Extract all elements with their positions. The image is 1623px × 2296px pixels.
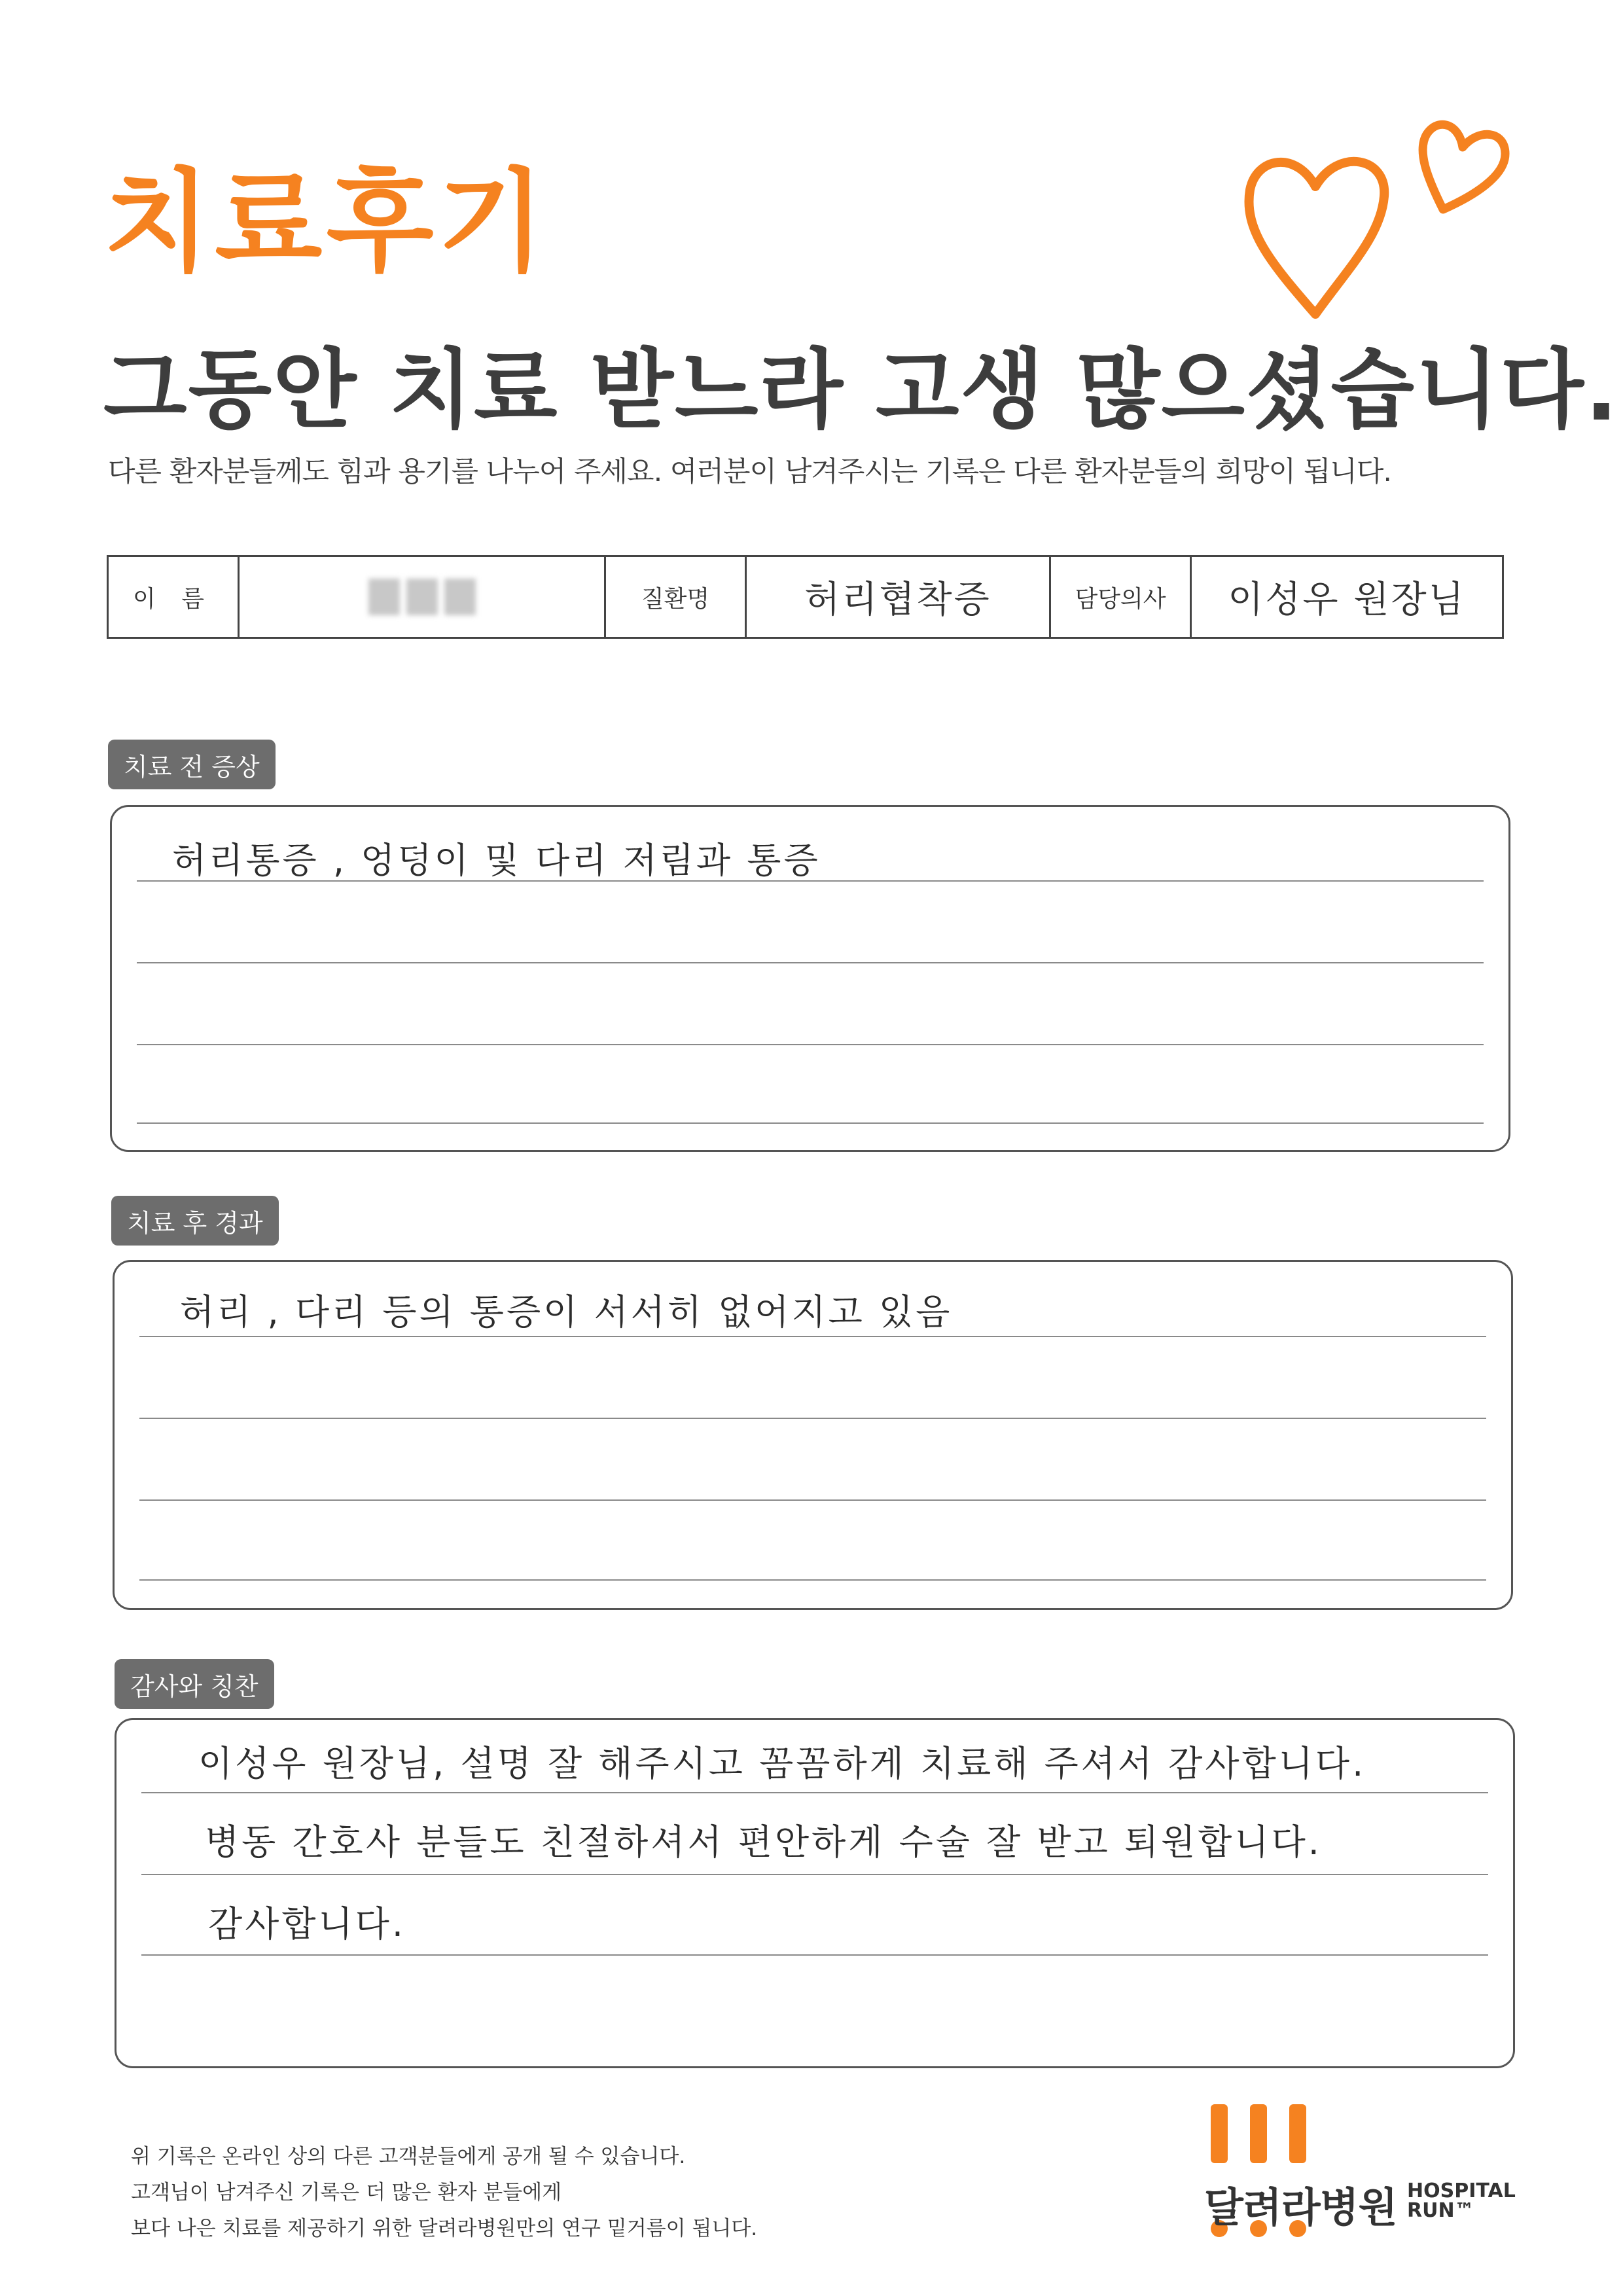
hearts-icon [1230, 98, 1544, 321]
ruled-line [137, 1044, 1484, 1045]
ruled-line [137, 1122, 1484, 1124]
hospital-logo [1204, 2098, 1518, 2242]
redacted-name-blur [368, 579, 476, 615]
footer-note-3: 보다 나은 치료를 제공하기 위한 달려라병원만의 연구 밑거름이 됩니다. [131, 2217, 758, 2240]
page-subtitle: 다른 환자분들께도 힘과 용기를 나누어 주세요. 여러분이 남겨주시는 기록은 다른 환자분들의 희망이 됩니다. [108, 456, 1392, 488]
logo-name: 달려라병원 [1204, 2183, 1397, 2231]
after-line-1: 허리 , 다리 등의 통증이 서서히 없어지고 있음 [180, 1291, 953, 1333]
ruled-line [139, 1499, 1486, 1501]
diagnosis-field[interactable]: 허리협착증 [747, 557, 1051, 637]
thanks-line-2: 병동 간호사 분들도 친절하셔서 편안하게 수술 잘 받고 퇴원합니다. [205, 1821, 1322, 1863]
after-treatment-box[interactable] [113, 1260, 1513, 1610]
thanks-tag: 감사와 칭찬 [115, 1659, 274, 1709]
ruled-line [141, 1954, 1488, 1956]
ruled-line [141, 1874, 1488, 1875]
after-treatment-tag: 치료 후 경과 [111, 1196, 279, 1246]
name-field-redacted[interactable] [240, 557, 606, 637]
ruled-line [141, 1792, 1488, 1793]
ruled-line [139, 1579, 1486, 1581]
before-line-1: 허리통증 , 엉덩이 및 다리 저림과 통증 [172, 840, 821, 881]
thanks-box[interactable] [115, 1718, 1515, 2068]
ruled-line [137, 962, 1484, 963]
before-treatment-box[interactable] [110, 805, 1510, 1152]
ruled-line [139, 1418, 1486, 1419]
ruled-line [139, 1336, 1486, 1337]
doctor-field[interactable]: 이성우 원장님 [1228, 579, 1466, 621]
ruled-line [137, 880, 1484, 882]
doctor-label: 담당의사 [1051, 557, 1192, 637]
name-label: 이 름 [109, 557, 240, 637]
patient-info-table [107, 555, 1504, 639]
thanks-line-1: 이성우 원장님, 설명 잘 해주시고 꼼꼼하게 치료해 주셔서 감사합니다. [198, 1743, 1366, 1784]
thanks-line-3: 감사합니다. [208, 1903, 406, 1945]
logo-english-line1: HOSPITAL [1407, 2179, 1516, 2202]
page-title: 그동안 치료 받느라 고생 많으셨습니다. [103, 340, 1620, 440]
page-heading: 치료후기 [103, 158, 549, 287]
before-treatment-tag: 치료 전 증상 [108, 740, 276, 789]
logo-english-line2: RUN™ [1407, 2199, 1474, 2222]
diagnosis-label: 질환명 [606, 557, 747, 637]
footer-note-1: 위 기록은 온라인 상의 다른 고객분들에게 공개 될 수 있습니다. [131, 2145, 686, 2168]
footer-note-2: 고객님이 남겨주신 기록은 더 많은 환자 분들에게 [131, 2181, 562, 2204]
